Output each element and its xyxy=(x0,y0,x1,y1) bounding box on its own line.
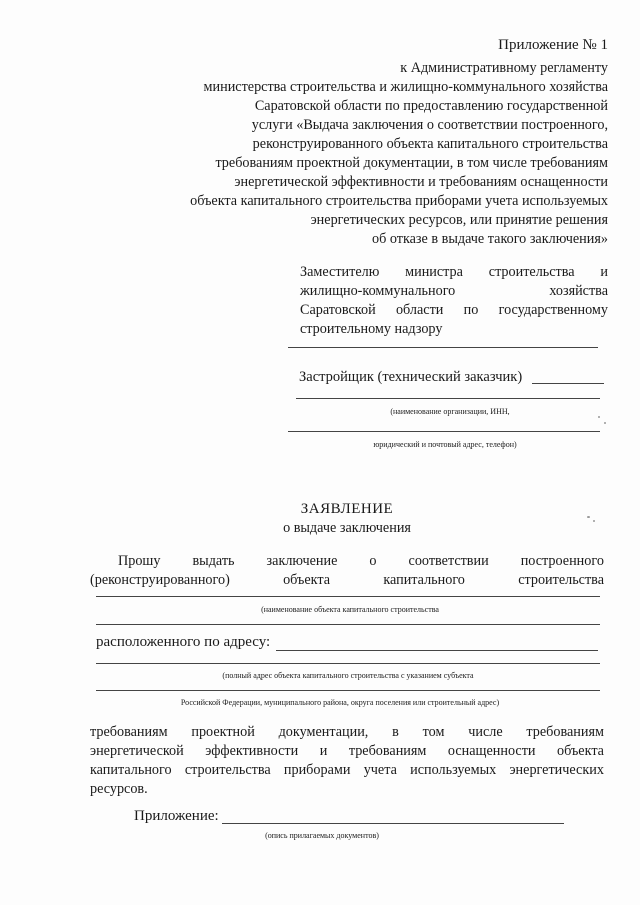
address-hint: Российской Федерации, муниципального района, округа поселения или строительный адрес) xyxy=(180,698,500,707)
developer-address-field[interactable] xyxy=(288,431,600,432)
appendix-line: требованиям проектной документации, в том числе требованиям xyxy=(215,155,608,171)
request-line: Прошу выдать заключение о соответствии построенного xyxy=(118,553,604,569)
appendix-line: об отказе в выдаче такого заключения» xyxy=(371,231,608,247)
attachment-field[interactable] xyxy=(222,823,564,824)
appendix-line: Саратовской области по предоставлению государственной xyxy=(254,98,608,114)
appendix-line: к Административному регламенту xyxy=(400,60,608,76)
request-line: (реконструированного) объекта капитального строительства xyxy=(90,572,604,588)
address-field-3[interactable] xyxy=(96,690,600,691)
requirements-line: ресурсов. xyxy=(90,781,148,797)
developer-hint: юридический и почтовый адрес, телефон) xyxy=(373,440,517,449)
statement-title: ЗАЯВЛЕНИЕ xyxy=(300,501,394,517)
addressee-line: жилищно-коммунального хозяйства xyxy=(300,283,608,299)
addressee-line: строительному надзору xyxy=(300,321,443,337)
appendix-line: реконструированного объекта капитального строительства xyxy=(252,136,608,152)
developer-hint: (наименование организации, ИНН, xyxy=(390,407,510,416)
scan-speck xyxy=(604,422,606,424)
appendix-line: энергетической эффективности и требованиям оснащенности xyxy=(234,174,608,190)
object-hint: (наименование объекта капитального строительства xyxy=(261,605,439,614)
developer-name-field[interactable] xyxy=(532,383,604,384)
scan-speck xyxy=(598,416,600,418)
appendix-line: услуги «Выдача заключения о соответствии построенного, xyxy=(251,117,608,133)
statement-subtitle: о выдаче заключения xyxy=(283,520,411,536)
object-name-field-2[interactable] xyxy=(96,624,600,625)
addressee-line: Заместителю министра строительства и xyxy=(300,264,608,280)
appendix-number: Приложение № 1 xyxy=(498,37,608,53)
scan-speck xyxy=(587,516,590,518)
requirements-line: капитального строительства приборами учета используемых энергетических xyxy=(90,762,604,778)
addressee-line: Саратовской области по государственному xyxy=(300,302,608,318)
object-name-field[interactable] xyxy=(96,596,600,597)
address-label: расположенного по адресу: xyxy=(96,634,271,650)
appendix-line: объекта капитального строительства приборами учета используемых xyxy=(190,193,608,209)
requirements-line: требованиям проектной документации, в том числе требованиям xyxy=(90,724,604,740)
attachment-hint: (опись прилагаемых документов) xyxy=(265,831,379,840)
appendix-line: министерства строительства и жилищно-коммунального хозяйства xyxy=(203,79,608,95)
scan-speck xyxy=(593,520,595,522)
addressee-name-field[interactable] xyxy=(288,347,598,348)
attachment-label: Приложение: xyxy=(134,808,219,824)
developer-field-line[interactable] xyxy=(296,398,600,399)
requirements-line: энергетической эффективности и требованиям оснащенности объекта xyxy=(90,743,604,759)
address-field[interactable] xyxy=(276,650,598,651)
address-hint: (полный адрес объекта капитального строительства с указанием субъекта xyxy=(222,671,474,680)
address-field-2[interactable] xyxy=(96,663,600,664)
developer-label: Застройщик (технический заказчик) xyxy=(299,369,523,385)
appendix-line: энергетических ресурсов, или принятие решения xyxy=(310,212,608,228)
